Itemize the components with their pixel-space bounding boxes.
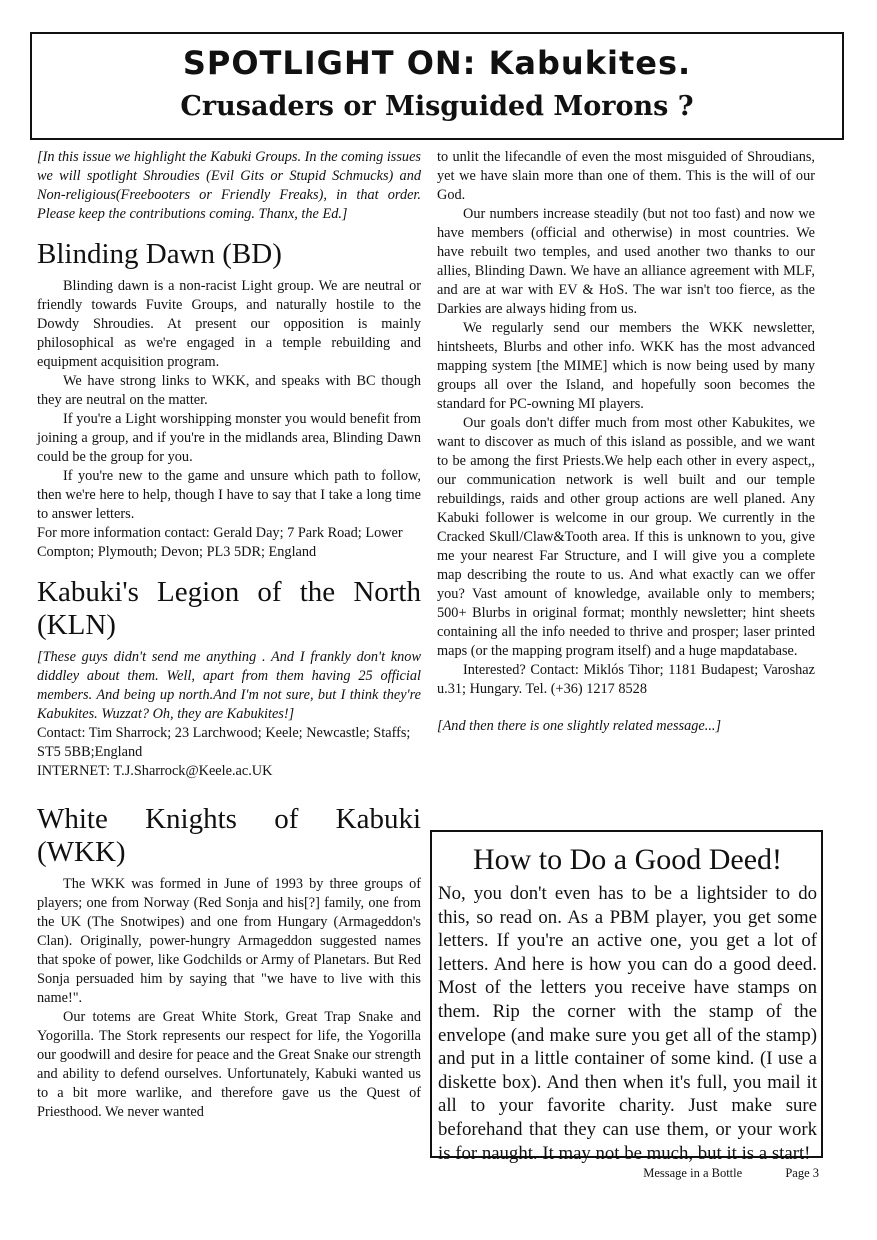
wkk-heading: White Knights of Kabuki (WKK) — [37, 803, 421, 868]
wkk-paragraph: Our numbers increase steadily (but not too fast) and now we have members (official and otherwise) in most countries. We have rebuilt two temples, and used another two thanks to our allies, Blinding Dawn. We have an alliance agreement with MLF, and are at war with EV & HoS. The war isn't too fierce, as the Darkies are always hiding from us. — [437, 206, 815, 317]
kln-heading: Kabuki's Legion of the North (KLN) — [37, 576, 421, 641]
left-column — [37, 148, 421, 1122]
kln-internet: INTERNET: T.J.Sharrock@Keele.ac.UK — [37, 763, 273, 779]
bd-contact: For more information contact: Gerald Day; 7 Park Road; Lower Compton; Plymouth; Devon; PL3 5DR; England — [37, 525, 403, 560]
wkk-paragraph: We regularly send our members the WKK newsletter, hintsheets, Blurbs and other info. WKK has the most advanced mapping system [the MIME] which is now being used by many groups all over the Island, and hopefully soon becomes the standard for PC-owning MI players. — [437, 320, 815, 412]
editor-intro: [In this issue we highlight the Kabuki Groups. In the coming issues we will spotlight Shroudies (Evil Gits or Stupid Schmucks) and Non-religious(Freebooters or Friendly Freaks), in that order. Please keep the contributions coming. Thanx, the Ed.] — [37, 149, 421, 222]
spotlight-title: SPOTLIGHT ON: Kabukites. — [182, 44, 692, 82]
bd-heading: Blinding Dawn (BD) — [37, 238, 282, 270]
kln-contact: Contact: Tim Sharrock; 23 Larchwood; Keele; Newcastle; Staffs; ST5 5BB;England — [37, 725, 411, 760]
right-column — [437, 148, 815, 736]
page-footer — [603, 1166, 819, 1181]
spotlight-subtitle: Crusaders or Misguided Morons ? — [180, 91, 694, 122]
title-box — [30, 32, 844, 140]
bd-paragraph: Blinding dawn is a non-racist Light group. We are neutral or friendly towards Fuvite Groups, and naturally hostile to the Dowdy Shroudies. At present our opposition is mainly philosophical as we're engaged in a temple rebuilding and equipment acquisition program. — [37, 278, 421, 370]
good-deed-body: No, you don't even has to be a lightsider to do this, so read on. As a PBM player, you get some letters. If you're an active one, you get a lot of letters. And here is how you can do a good deed. Most of the letters you receive have stamps on them. Rip the corner with the stamp of the envelope (and make sure you get all of the stamp) and put in a little container of some kind. (I use a diskette box). And then when it's full, you mail it all to your favorite charity. Just make sure beforehand that they can use them, or your work is for naught. It may not be much, but it is a start! — [438, 883, 817, 1164]
wkk-contact: Interested? Contact: Miklós Tihor; 1181 Budapest; Varoshaz u.31; Hungary. Tel. (+36) 1217 8528 — [437, 662, 815, 697]
bd-paragraph: If you're new to the game and unsure which path to follow, then we're here to help, though I have to say that I take a long time to answer letters. — [37, 468, 421, 522]
wkk-paragraph: Our totems are Great White Stork, Great Trap Snake and Yogorilla. The Stork represents our respect for life, the Yogorilla our goodwill and desire for peace and the Great Snake our strength and ability to defend ourselves. Unfortunately, Kabuki wanted us to a bit more warlike, and therefore gave us the Quest of Priesthood. We never wanted — [37, 1009, 421, 1120]
publication-name: Message in a Bottle — [643, 1166, 743, 1180]
wkk-paragraph: The WKK was formed in June of 1993 by three groups of players; one from Norway (Red Sonja and his[?] family, one from the UK (The Snotwipes) and one from Hungary (Armageddon's Clan). Originally, power-hungry Armageddon suggested names that spoke of power, like Godchilds or Army of Planetars. But Red Sonja persuaded him by saying that "we have to live with this name!". — [37, 876, 421, 1006]
bd-paragraph: We have strong links to WKK, and speaks with BC though they are neutral on the matter. — [37, 373, 421, 408]
page-number: Page 3 — [785, 1166, 819, 1180]
kln-editor-note: [These guys didn't send me anything . And I frankly don't know diddley about them. Well, apart from them having 25 official members. And being up north.And I'm not sure, but I think they're Kabukites. Wuzzat? Oh, they are Kabukites!] — [37, 649, 421, 722]
good-deed-title: How to Do a Good Deed! — [472, 843, 783, 876]
wkk-paragraph: Our goals don't differ much from most other Kabukites, we want to discover as much of this island as possible, and we want to be among the first Priests.We help each other in every aspect,, our communication network is well built and our temple rebuildings, raids and other group actions are well planed. Any Kabuki follower is welcome in our group. We currently in the Cracked Skull/Claw&Tooth area. If this is unknown to you, give me your nearest Far Structure, and I will give you a complete map describing the route to us. And what exactly can we offer you? Vast amount of knowledge, available only to members; 500+ Blurbs in original format; monthly newsletter; hint sheets containing all the info needed to thrive and prosper; laser printed maps (or the mapping program itself) and a huge mapdatabase. — [437, 415, 815, 659]
bd-paragraph: If you're a Light worshipping monster you would benefit from joining a group, and if you're in the midlands area, Blinding Dawn could be the group for you. — [37, 411, 421, 465]
good-deed-box — [430, 830, 823, 1164]
wkk-continued: to unlit the lifecandle of even the most misguided of Shroudians, yet we have slain more than one of them. This is the will of our God. — [437, 149, 815, 203]
related-message-note: [And then there is one slightly related message...] — [437, 718, 722, 734]
